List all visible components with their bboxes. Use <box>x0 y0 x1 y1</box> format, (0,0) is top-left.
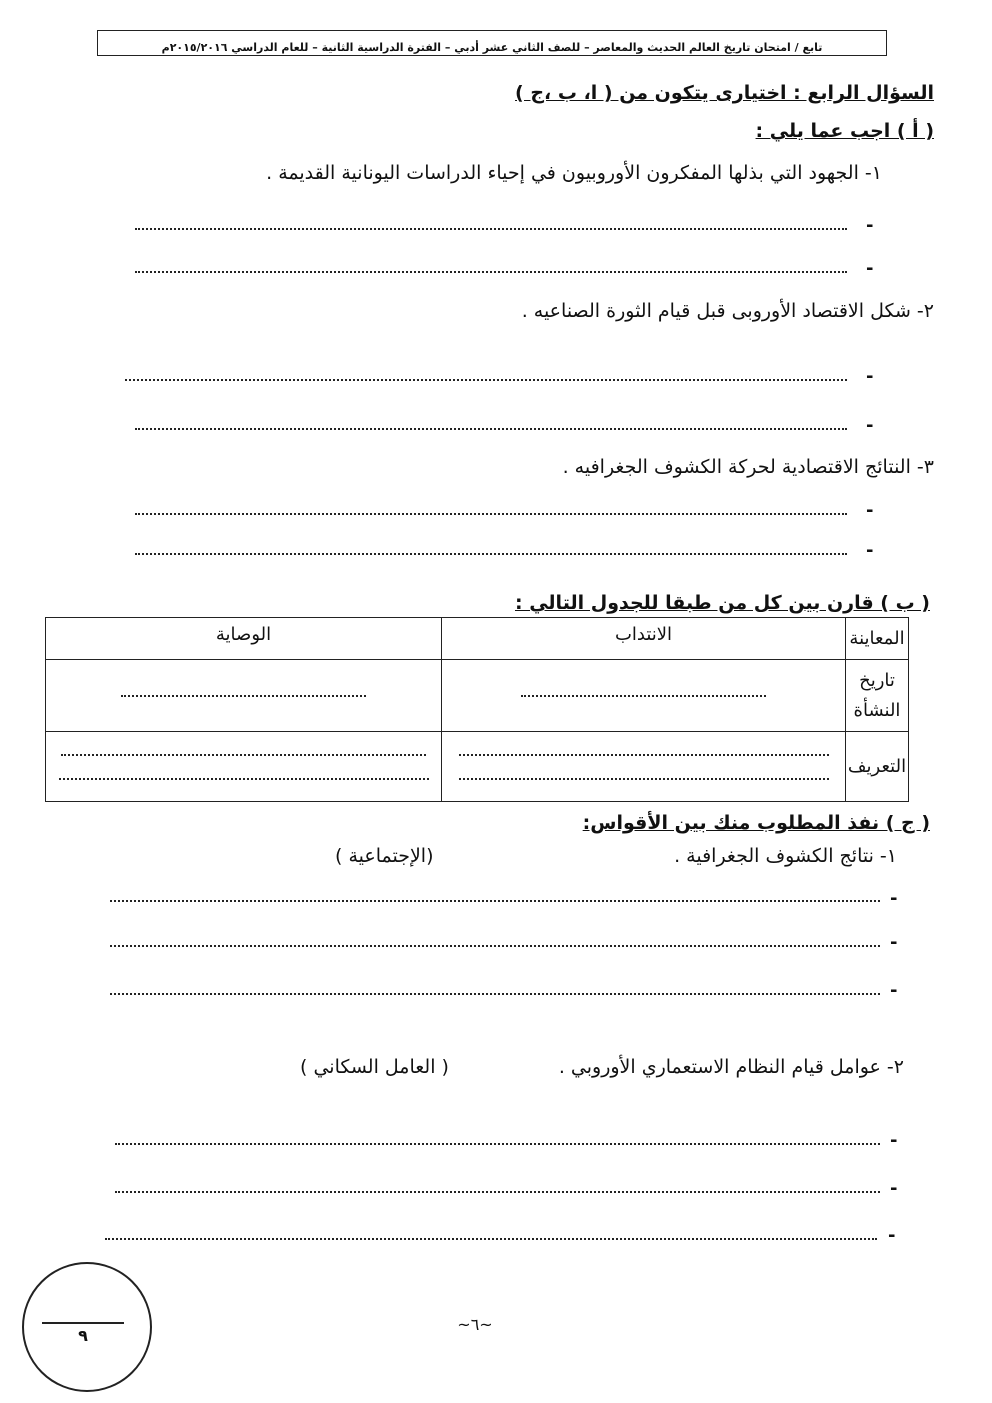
answer-line[interactable] <box>110 945 880 947</box>
score-total: ٩ <box>78 1326 88 1345</box>
answer-line[interactable] <box>135 271 847 273</box>
part-c-hint-1: (الإجتماعية ) <box>335 845 434 867</box>
part-b-title: ( ب ) قارن بين كل من طبقا للجدول التالي : <box>514 592 930 614</box>
question-title: السؤال الرابع : اختيارى يتكون من ( ا، ب ،ج ) <box>515 82 934 104</box>
answer-line[interactable] <box>110 900 880 902</box>
comparison-table <box>45 617 909 802</box>
answer-dash: - <box>890 932 898 953</box>
answer-dash: - <box>866 415 874 436</box>
answer-line[interactable] <box>105 1238 877 1240</box>
score-divider <box>42 1322 124 1324</box>
part-c-hint-2: ( العامل السكاني ) <box>300 1056 449 1078</box>
table-row <box>46 660 909 732</box>
answer-line[interactable] <box>125 379 847 381</box>
answer-dash: - <box>866 500 874 521</box>
table-header-cell: الوصاية <box>46 618 442 660</box>
answer-line[interactable] <box>135 228 847 230</box>
table-header-cell: المعاينة <box>846 618 909 660</box>
exam-header: تابع / امتحان تاريخ العالم الحديث والمعاصر – للصف الثاني عشر أدبي – الفترة الدراسية الثانية – للعام الدراسي ٢٠١٥/٢٠١٦م <box>97 30 887 56</box>
table-cell-answer[interactable] <box>46 732 442 802</box>
part-a-question-3: ٣- النتائج الاقتصادية لحركة الكشوف الجغرافيه . <box>562 456 934 478</box>
answer-dash: - <box>890 1130 898 1151</box>
answer-dash: - <box>890 888 898 909</box>
table-row-label: تاريخ النشأة <box>846 660 909 732</box>
answer-line[interactable] <box>115 1143 880 1145</box>
table-header-row <box>46 618 909 660</box>
answer-line[interactable] <box>115 1191 880 1193</box>
answer-dash: - <box>866 540 874 561</box>
answer-dash: - <box>866 215 874 236</box>
part-c-title: ( ج ) نفذ المطلوب منك بين الأقواس: <box>582 812 930 834</box>
answer-line[interactable] <box>135 428 847 430</box>
page-number: ~٦~ <box>457 1315 493 1334</box>
table-row <box>46 732 909 802</box>
table-row-label: التعريف <box>846 732 909 802</box>
answer-dash: - <box>890 1178 898 1199</box>
answer-dash: - <box>888 1225 896 1246</box>
table-cell-answer[interactable] <box>442 660 846 732</box>
part-a-question-1: ١- الجهود التي بذلها المفكرون الأوروبيون في إحياء الدراسات اليونانية القديمة . <box>266 162 882 184</box>
part-c-question-1: ١- نتائج الكشوف الجغرافية . <box>674 845 897 867</box>
table-cell-answer[interactable] <box>46 660 442 732</box>
table-cell-answer[interactable] <box>442 732 846 802</box>
table-header-cell: الانتداب <box>442 618 846 660</box>
answer-dash: - <box>866 366 874 387</box>
part-a-question-2: ٢- شكل الاقتصاد الأوروبى قبل قيام الثورة الصناعيه . <box>521 300 934 322</box>
answer-line[interactable] <box>135 553 847 555</box>
answer-dash: - <box>866 258 874 279</box>
answer-dash: - <box>890 980 898 1001</box>
answer-line[interactable] <box>110 993 880 995</box>
answer-line[interactable] <box>135 513 847 515</box>
part-c-question-2: ٢- عوامل قيام النظام الاستعماري الأوروبي . <box>558 1056 904 1078</box>
part-a-title: ( أ ) اجب عما يلي : <box>755 120 934 142</box>
